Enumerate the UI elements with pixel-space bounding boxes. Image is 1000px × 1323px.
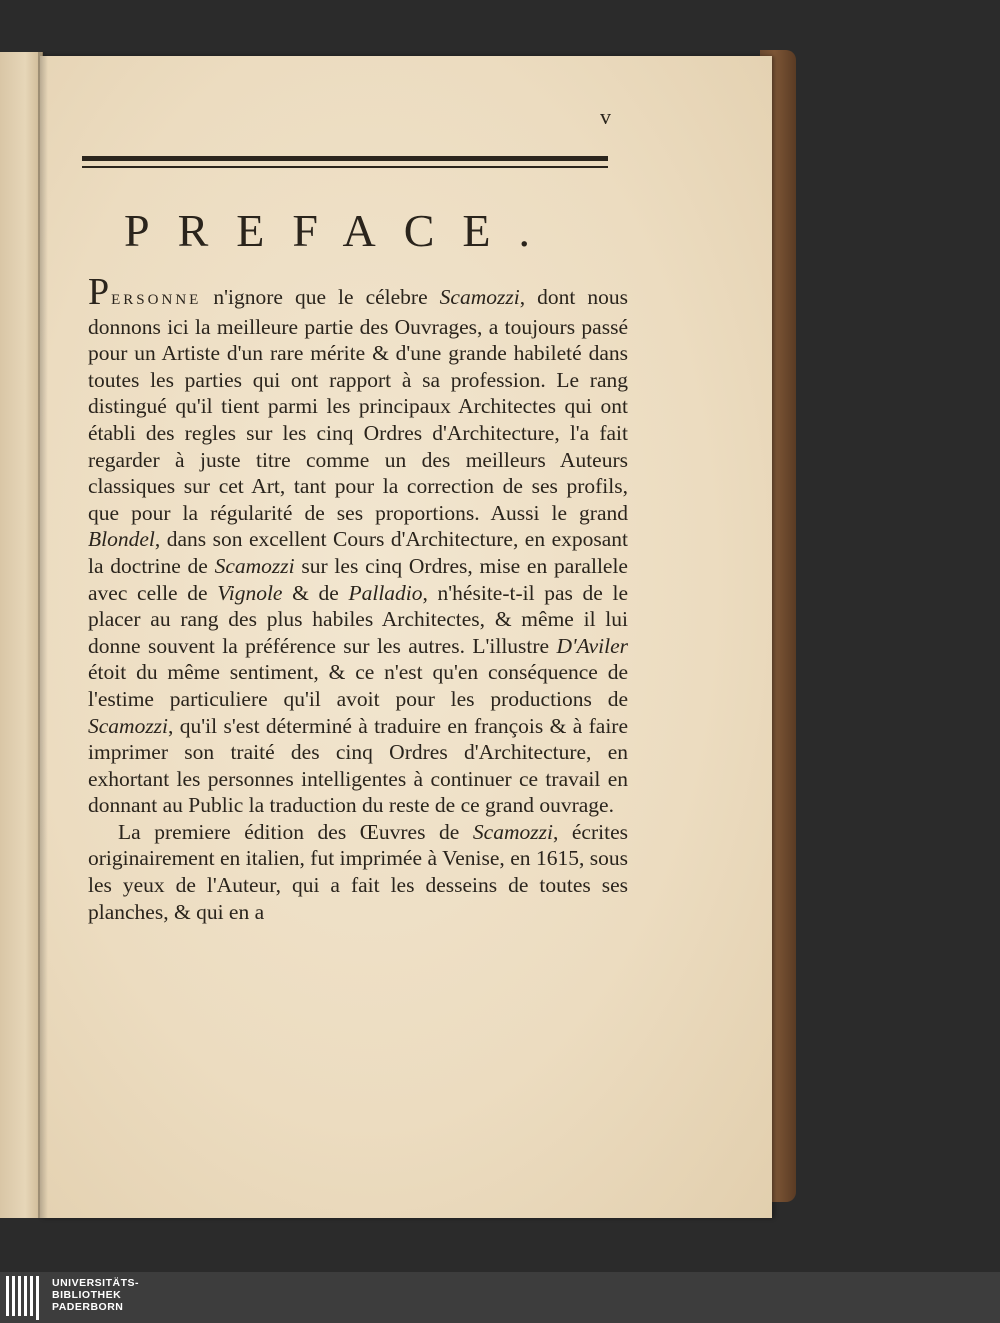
drop-cap: P (88, 271, 112, 313)
left-page-edge (0, 52, 43, 1218)
paragraph-2 (88, 819, 628, 925)
italic-name: Scamozzi (214, 553, 295, 578)
text-run: étoit du même sentiment, & ce n'est qu'en conséquence de l'estime particuliere qu'il avoit pour les productions de (88, 660, 628, 711)
text-run: , dont nous donnons ici la meilleure partie des Ouvrages, a toujours passé pour un Artiste d'un rare mérite & d'une grande habileté dans toutes les parties qui ont rapport à sa profession. Le rang distingué qu'il tient parmi les principaux Architectes qui ont établi des regles sur les cinq Ordres d'Architecture, l'a fait regarder à juste titre comme un des meilleurs Auteurs classiques sur cet Art, tant pour la correction de ses profils, que pour la régularité de ses proportions. Aussi le grand (88, 285, 628, 525)
footer-bar (0, 1272, 1000, 1323)
text-run: , dans son excellent Cours d'Architecture, en exposant la doctrine de (88, 527, 628, 578)
body-text (88, 271, 628, 925)
text-run: n'ignore que le célebre (201, 285, 440, 309)
spine-shadow (38, 52, 48, 1218)
italic-name: Scamozzi (88, 713, 169, 738)
text-run: , n'hésite-t-il pas de le placer au rang des plus habiles Architectes, & même il lui donne souvent la préférence sur les autres. L'illustre (88, 580, 628, 658)
text-run: sur les cinq Ordres, mise en parallele avec celle de (88, 553, 628, 605)
paragraph-1 (88, 271, 628, 819)
text-run: La premiere édition des Œuvres de (118, 819, 473, 844)
library-name-line-3: PADERBORN (52, 1301, 124, 1313)
page-signature-mark: v (600, 104, 611, 129)
italic-name: Scamozzi (472, 819, 553, 844)
library-name (52, 1277, 139, 1313)
book-page (40, 56, 772, 1218)
italic-name: D'Aviler (556, 633, 628, 658)
italic-name: Scamozzi (439, 285, 520, 309)
library-name-line-1: UNIVERSITÄTS- (52, 1277, 140, 1289)
small-caps-word: ERSONNE (111, 292, 202, 308)
page-title: PREFACE. (124, 205, 559, 256)
text-run: & de (282, 580, 349, 605)
library-name-line-2: BIBLIOTHEK (52, 1289, 122, 1301)
italic-name: Blondel (88, 527, 155, 552)
italic-name: Vignole (217, 580, 283, 605)
text-run: , écrites originairement en italien, fut imprimée à Venise, en 1615, sous les yeux de l'Auteur, qui a fait les desseins de toutes ses planches, & qui en a (88, 819, 628, 924)
text-run: , qu'il s'est déterminé à traduire en françois & à faire imprimer son traité des cinq Ordres d'Architecture, en exhortant les personnes intelligentes à continuer ce travail en donnant au Public la traduction du reste de ce grand ouvrage. (88, 713, 628, 818)
header-rule-thin (82, 166, 608, 168)
library-logo-icon (6, 1276, 46, 1316)
header-rule-thick (82, 156, 608, 161)
italic-name: Palladio (348, 580, 423, 605)
